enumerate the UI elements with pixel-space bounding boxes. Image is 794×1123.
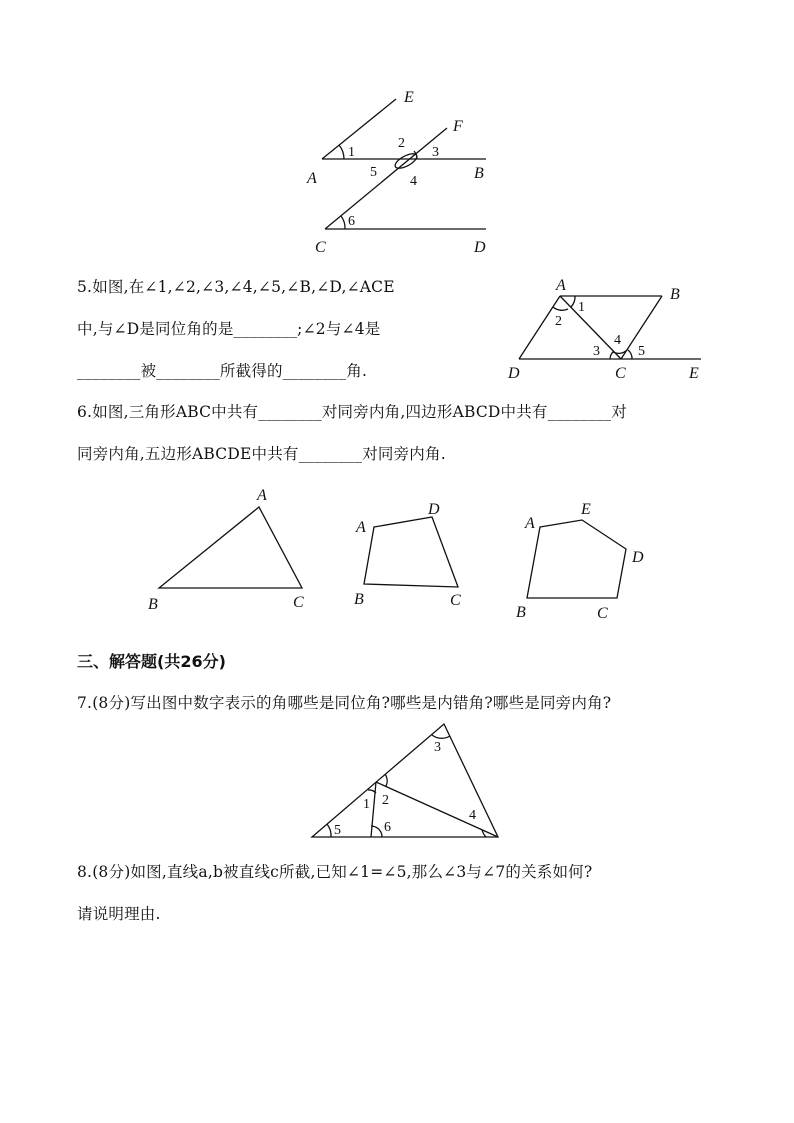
q5-angle-2: 2: [555, 314, 562, 329]
figure-q5-parallelogram: [505, 278, 715, 383]
q5-line-3: ________被________所截得的________角.: [77, 362, 368, 380]
label-F: F: [453, 118, 463, 135]
q8-line-1: 8.(8分)如图,直线a,b被直线c所截,已知∠1=∠5,那么∠3与∠7的关系如何?: [77, 863, 593, 881]
q5-label-C: C: [615, 365, 626, 382]
angle-2: 2: [398, 136, 405, 151]
q6-line-2: 同旁内角,五边形ABCDE中共有________对同旁内角.: [77, 445, 446, 463]
quad-label-A: A: [356, 519, 366, 536]
quad-label-C: C: [450, 592, 461, 609]
penta-label-E: E: [581, 501, 591, 518]
penta-label-B: B: [516, 604, 526, 621]
q5-line-1: 5.如图,在∠1,∠2,∠3,∠4,∠5,∠B,∠D,∠ACE: [77, 278, 395, 296]
label-E: E: [404, 89, 414, 106]
angle-6: 6: [348, 214, 355, 229]
angle-4: 4: [410, 174, 417, 189]
q8-line-2: 请说明理由.: [77, 905, 161, 923]
section-3-title: 三、解答题(共26分): [77, 652, 226, 671]
figure-top-parallel-lines: [300, 82, 500, 257]
tri-label-B: B: [148, 596, 158, 613]
q5-label-A: A: [556, 277, 566, 294]
q7-angle-6: 6: [384, 820, 391, 835]
q5-label-B: B: [670, 286, 680, 303]
q7-angle-1: 1: [363, 797, 370, 812]
q5-line-2: 中,与∠D是同位角的是________;∠2与∠4是: [77, 320, 381, 338]
label-A: A: [307, 170, 317, 187]
figure-q6-shapes: [140, 480, 660, 625]
q7-text: 7.(8分)写出图中数字表示的角哪些是同位角?哪些是内错角?哪些是同旁内角?: [77, 694, 612, 712]
label-C: C: [315, 239, 326, 256]
tri-label-C: C: [293, 594, 304, 611]
q6-line-1: 6.如图,三角形ABC中共有________对同旁内角,四边形ABCD中共有________对: [77, 403, 627, 421]
q5-angle-1: 1: [578, 300, 585, 315]
q5-angle-3: 3: [593, 344, 600, 359]
penta-label-A: A: [525, 515, 535, 532]
penta-label-D: D: [632, 549, 644, 566]
figure-q7-triangle: [300, 718, 510, 843]
quad-label-B: B: [354, 591, 364, 608]
tri-label-A: A: [257, 487, 267, 504]
q5-angle-4: 4: [614, 333, 621, 348]
angle-3: 3: [432, 145, 439, 160]
q5-angle-5: 5: [638, 344, 645, 359]
angle-1: 1: [348, 145, 355, 160]
q5-label-E: E: [689, 365, 699, 382]
label-B: B: [474, 165, 484, 182]
label-D: D: [474, 239, 486, 256]
penta-label-C: C: [597, 605, 608, 622]
q7-angle-2: 2: [382, 793, 389, 808]
quad-label-D: D: [428, 501, 440, 518]
q5-label-D: D: [508, 365, 520, 382]
q7-angle-4: 4: [469, 808, 476, 823]
q7-angle-5: 5: [334, 823, 341, 838]
q7-angle-3: 3: [434, 740, 441, 755]
angle-5: 5: [370, 165, 377, 180]
